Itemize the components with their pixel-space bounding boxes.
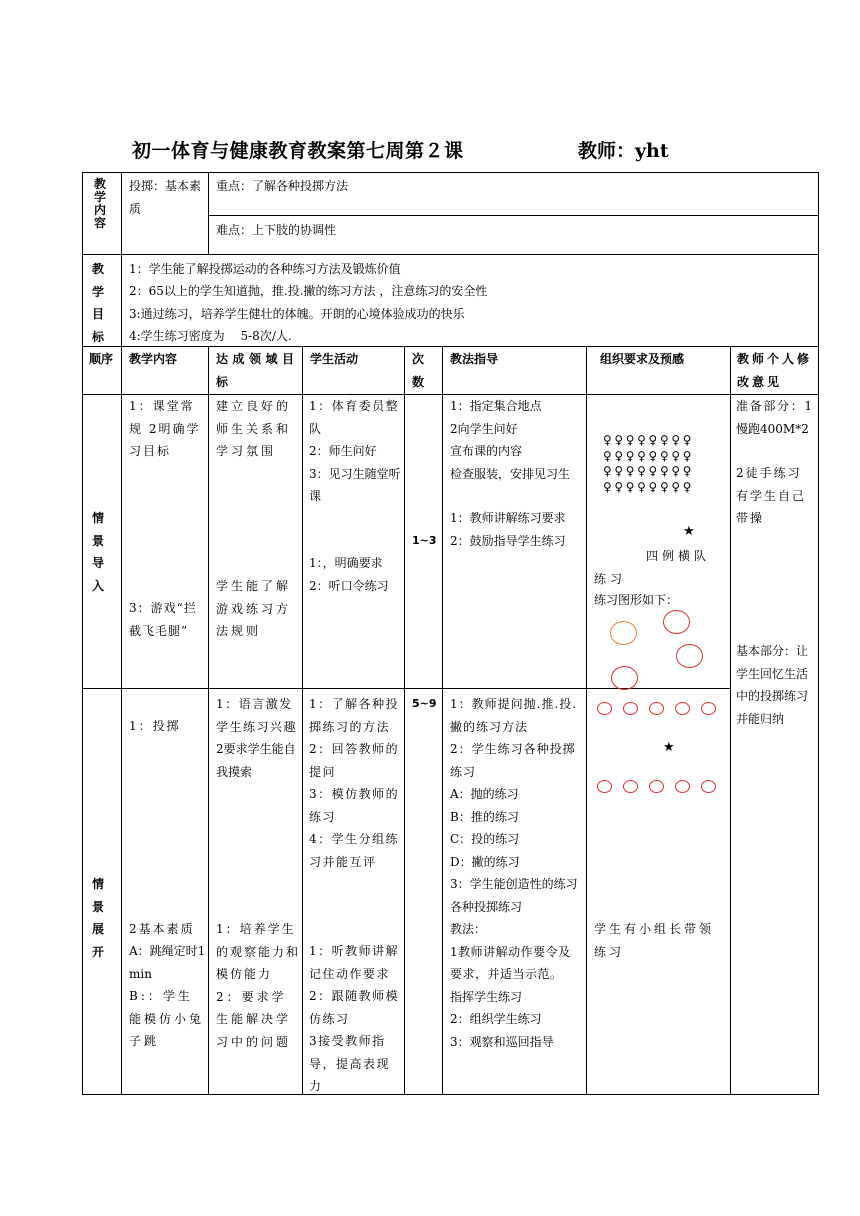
method-item: 1：教师讲解练习要求 xyxy=(450,511,566,525)
row2-activity-a xyxy=(309,693,401,873)
circle-icon xyxy=(611,666,638,690)
activity-item: 3接受教师指导，提高表现力 xyxy=(309,1034,391,1093)
method-item: 1教师讲解动作要令及要求，并适当示范。 xyxy=(450,944,571,981)
row2-org-text: 学生有小组长带领练习 xyxy=(594,922,715,959)
row1-activity-b xyxy=(309,552,402,597)
table-divider xyxy=(208,346,209,1095)
teacher-name: 教师：yht xyxy=(578,140,669,162)
row1-method-b xyxy=(450,507,584,552)
phase-char: 情 xyxy=(91,511,104,525)
method-item: 宣布课的内容 xyxy=(450,444,523,458)
activity-item: 1：听教师讲解记住动作要求 xyxy=(309,944,400,981)
phase-char: 景 xyxy=(91,533,104,548)
header-method: 教法指导 xyxy=(450,352,499,366)
method-item: 2：组织学生练习 xyxy=(450,1012,542,1026)
activity-item: 3：见习生随堂听课 xyxy=(309,466,401,503)
table-divider xyxy=(82,688,730,689)
activity-item: 4：学生分组练习并能互评 xyxy=(309,832,400,869)
activity-item: 2：师生问好 xyxy=(309,444,377,458)
header-content: 教学内容 xyxy=(129,352,178,366)
teacher-star-icon: ★ xyxy=(663,740,675,755)
goals-label-char: 教 xyxy=(91,262,104,276)
method-item: 检查服装，安排见习生 xyxy=(450,466,571,481)
row1-goal-a: 建立良好的师生关系和学习氛围 xyxy=(216,399,292,458)
row1-count: 1~3 xyxy=(412,534,437,547)
table-divider xyxy=(730,346,731,1095)
header-goal: 达成领域目标 xyxy=(216,352,298,389)
method-item: 1：指定集合地点 xyxy=(450,399,542,413)
circle-icon xyxy=(701,780,716,793)
method-item: 3：观察和巡回指导 xyxy=(450,1034,554,1049)
table-divider xyxy=(121,346,122,1095)
goals-label-char: 标 xyxy=(91,329,104,344)
row2-method xyxy=(450,693,582,1053)
method-item: 1：教师提问抛.推.投.撇的练习方法 xyxy=(450,697,578,734)
method-item: 2：学生练习各种投掷练习 xyxy=(450,742,576,779)
table-divider xyxy=(302,346,303,1095)
row1-method-a xyxy=(450,395,584,485)
phase-char: 景 xyxy=(91,899,104,914)
difficulty-point: 难点：上下肢的协调性 xyxy=(216,223,337,237)
opinion-c: 基本部分：让学生回忆生活中的投掷练习并能归纳 xyxy=(736,644,809,726)
row2-goal-a xyxy=(216,693,300,783)
content-section-label: 教学内容 xyxy=(93,177,106,230)
row1-org-text-a: 四例横队练习 xyxy=(594,549,711,586)
goal-item: 2：要求学生能解决学习中的问题 xyxy=(216,989,292,1049)
row2-goal-b xyxy=(216,918,300,1053)
phase-char: 开 xyxy=(91,944,104,959)
opinion-a: 准备部分：1慢跑400M*2 xyxy=(736,399,812,436)
method-item: 指挥学生练习 xyxy=(450,989,523,1004)
phase-label-expand xyxy=(88,873,108,963)
method-item: C：投的练习 xyxy=(450,832,520,846)
activity-item: 2：听口令练习 xyxy=(309,578,389,593)
table-divider xyxy=(82,254,819,255)
goals-label-char: 目 xyxy=(91,307,104,321)
table-divider xyxy=(404,346,405,1095)
row1-content-b: 3：游戏“拦截飞毛腿” xyxy=(129,601,197,638)
row2-content-b: 2基本素质 xyxy=(129,922,195,936)
activity-item: 1：体育委员整队 xyxy=(309,399,400,436)
table-divider xyxy=(442,346,443,1095)
phase-char: 导 xyxy=(91,556,104,570)
key-point: 重点：了解各种投掷方法 xyxy=(216,179,349,193)
method-item: A：抛的练习 xyxy=(450,787,519,801)
circle-icon xyxy=(597,780,612,793)
row2-content-a: 1：投掷 xyxy=(129,719,181,733)
activity-item: 2：回答教师的提问 xyxy=(309,742,400,779)
table-border-top xyxy=(82,172,819,173)
goal-item: 3:通过练习，培养学生健壮的体魄。开朗的心境体验成功的快乐 xyxy=(129,307,465,321)
header-opinion: 教师个人修改意见 xyxy=(737,352,813,389)
goal-item: 2：65以上的学生知道抛，推.投.撇的练习方法 ，注意练习的安全性 xyxy=(129,284,488,298)
method-item: B：推的练习 xyxy=(450,809,519,824)
circle-icon xyxy=(610,621,637,645)
row1-activity-a xyxy=(309,395,402,508)
row2-content-d: B:：学生能模仿小兔子跳 xyxy=(129,989,205,1048)
circle-icon xyxy=(675,780,690,793)
circle-icon xyxy=(649,702,664,715)
goal-item: 4:学生练习密度为 5-8次/人. xyxy=(129,329,292,343)
row1-org-text-b: 练习图形如下： xyxy=(594,593,679,607)
formation-row: ♀♀♀♀♀♀♀♀ xyxy=(603,433,695,447)
method-item: D：撇的练习 xyxy=(450,854,520,869)
circle-icon xyxy=(675,702,690,715)
content-cell: 投掷：基本素质 xyxy=(129,179,202,216)
table-divider xyxy=(208,215,819,216)
row1-goal-b: 学生能了解游戏练习方法规则 xyxy=(216,579,292,638)
circle-icon xyxy=(623,702,638,715)
header-count: 次数 xyxy=(412,352,425,389)
goal-item: 2要求学生能自我摸索 xyxy=(216,742,296,779)
activity-item: 1：了解各种投掷练习的方法 xyxy=(309,697,400,734)
header-order: 顺序 xyxy=(89,352,114,366)
formation-row: ♀♀♀♀♀♀♀♀ xyxy=(603,479,695,494)
header-organization: 组织要求及预感 xyxy=(600,352,685,366)
activity-item: 2：跟随教师模仿练习 xyxy=(309,989,400,1026)
circle-icon xyxy=(649,780,664,793)
circle-icon xyxy=(623,780,638,793)
teacher-star-icon: ★ xyxy=(683,524,695,539)
activity-item: 3：模仿教师的练习 xyxy=(309,787,400,824)
phase-char: 展 xyxy=(91,922,104,936)
table-border-left xyxy=(82,172,83,1095)
method-item: 教法： xyxy=(450,922,487,936)
formation-row: ♀♀♀♀♀♀♀♀ xyxy=(603,464,695,478)
table-divider xyxy=(208,172,209,255)
circle-icon xyxy=(676,644,703,668)
goals-section-label xyxy=(88,258,108,348)
phase-label-intro xyxy=(88,507,108,597)
goal-item: 1：语言激发学生练习兴趣 xyxy=(216,697,298,734)
phase-char: 情 xyxy=(91,877,104,891)
row2-count: 5~9 xyxy=(412,697,437,710)
table-border-bottom xyxy=(82,1094,819,1095)
table-divider xyxy=(121,254,122,347)
table-border-right xyxy=(818,172,819,1095)
row1-content-a: 1：课堂常规 2明确学习目标 xyxy=(129,399,201,458)
goals-label-char: 学 xyxy=(91,284,104,299)
method-item: 3：学生能创造性的练习各种投掷练习 xyxy=(450,877,578,914)
circle-icon xyxy=(701,702,716,715)
activity-item: 1：，明确要求 xyxy=(309,556,383,570)
table-divider xyxy=(121,172,122,255)
goal-item: 1：培养学生的观察能力和模仿能力 xyxy=(216,922,301,981)
formation-row: ♀♀♀♀♀♀♀♀ xyxy=(603,448,695,463)
method-item: 2：鼓励指导学生练习 xyxy=(450,533,566,548)
header-activity: 学生活动 xyxy=(310,352,359,366)
phase-char: 入 xyxy=(91,578,104,593)
page-title: 初一体育与健康教育教案第七周第２课 xyxy=(132,140,464,162)
row2-content-c: A：跳绳定时1min xyxy=(129,944,206,981)
circle-icon xyxy=(597,702,612,715)
opinion-b: 2徒手练习有学生自己带操 xyxy=(736,466,807,525)
table-divider xyxy=(586,346,587,1095)
goal-item: 1：学生能了解投掷运动的各种练习方法及锻炼价值 xyxy=(129,262,401,276)
circle-icon xyxy=(663,610,690,634)
method-item: 2向学生问好 xyxy=(450,421,518,436)
row2-activity-b xyxy=(309,940,401,1098)
formation-figure xyxy=(603,433,694,495)
